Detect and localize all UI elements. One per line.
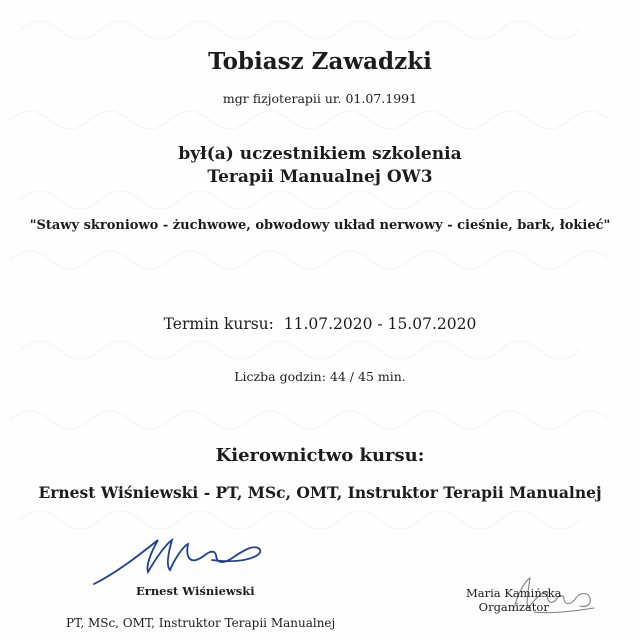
course-hours (0, 369, 640, 384)
course-term-dates: 11.07.2020 - 15.07.2020 (283, 315, 477, 333)
course-topic: "Stawy skroniowo - żuchwowe, obwodowy układ nerwowy - cieśnie, bark, łokieć" (29, 218, 611, 233)
course-term (0, 315, 640, 333)
participant-line: był(a) uczestnikiem szkolenia (178, 144, 462, 164)
course-term-label: Termin kursu: (163, 315, 274, 333)
left-signature-mark (88, 532, 268, 592)
course-hours-value: 44 / 45 min. (329, 369, 406, 384)
recipient-title-prefix: mgr fizjoterapii ur. (222, 91, 342, 106)
left-signature-title: PT, MSc, OMT, Instruktor Terapii Manualnej (66, 616, 336, 630)
recipient-title-line (0, 91, 640, 106)
recipient-birth-date: 01.07.1991 (345, 91, 418, 106)
course-name: Terapii Manualnej OW3 (207, 167, 433, 187)
right-signature-block (466, 586, 561, 614)
right-signature-role: Organizator (478, 600, 549, 614)
management-heading: Kierownictwo kursu: (215, 445, 425, 466)
course-hours-label: Liczba godzin: (234, 369, 326, 384)
management-person: Ernest Wiśniewski - PT, MSc, OMT, Instruktor Terapii Manualnej (38, 483, 602, 502)
participation-block (0, 143, 640, 189)
left-signature-name: Ernest Wiśniewski (136, 584, 255, 598)
recipient-name: Tobiasz Zawadzki (208, 48, 432, 75)
right-signature-name: Maria Kamińska (466, 586, 562, 600)
